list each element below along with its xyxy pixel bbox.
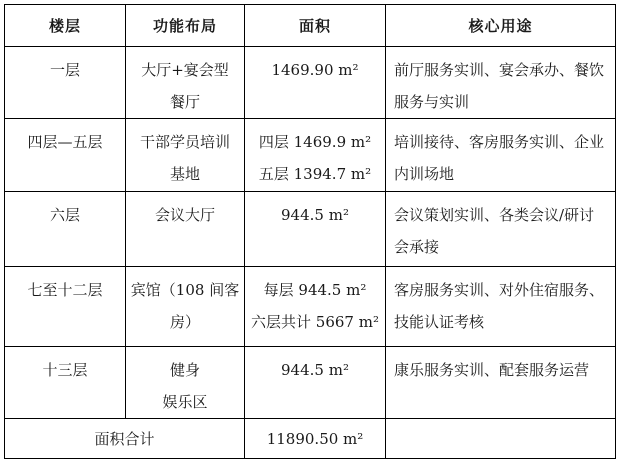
cell-layout [126,192,245,267]
cell-usage: 培训接待、客房服务实训、企业内训场地 [386,119,616,192]
area-line: 944.5 m² [281,361,349,379]
cell-floor: 一层 [5,47,126,119]
total-area-cell: 11890.50 m² [245,419,386,459]
layout-line: 餐厅 [169,93,200,111]
total-label-cell: 面积合计 [5,419,245,459]
table-row-floor-7-12 [5,267,616,347]
cell-usage: 康乐服务实训、配套服务运营 [386,347,616,419]
table-row-floor-13 [5,347,616,419]
header-cell-usage: 核心用途 [386,5,616,47]
cell-floor: 四层—五层 [5,119,126,192]
cell-layout [126,47,245,119]
area-line: 五层 1394.7 m² [258,165,372,183]
total-usage-cell [386,419,616,459]
area-line: 四层 1469.9 m² [258,133,372,151]
header-cell-area: 面积 [245,5,386,47]
cell-usage: 客房服务实训、对外住宿服务、技能认证考核 [386,267,616,347]
layout-line: 房） [169,313,200,331]
layout-line: 健身 [169,361,200,379]
cell-area [245,192,386,267]
header-cell-layout: 功能布局 [126,5,245,47]
cell-layout [126,267,245,347]
table-row-floor-4-5 [5,119,616,192]
cell-area [245,267,386,347]
layout-line: 宾馆（108 间客 [130,281,240,299]
cell-area [245,47,386,119]
layout-line: 干部学员培训 [139,133,230,151]
cell-usage: 前厅服务实训、宴会承办、餐饮服务与实训 [386,47,616,119]
layout-line: 基地 [169,165,200,183]
cell-layout [126,119,245,192]
table-row-floor-1 [5,47,616,119]
cell-floor: 七至十二层 [5,267,126,347]
cell-area [245,119,386,192]
cell-floor: 十三层 [5,347,126,419]
header-cell-floor: 楼层 [5,5,126,47]
layout-line: 大厅+宴会型 [141,61,229,79]
cell-area [245,347,386,419]
total-row [5,419,616,459]
header-row [5,5,616,47]
layout-line: 娱乐区 [162,393,208,411]
area-line: 944.5 m² [281,206,349,224]
cell-layout [126,347,245,419]
table-row-floor-6 [5,192,616,267]
area-line: 1469.90 m² [271,61,359,79]
area-line: 六层共计 5667 m² [251,313,379,331]
cell-floor: 六层 [5,192,126,267]
layout-line: 会议大厅 [154,206,215,224]
area-line: 每层 944.5 m² [263,281,367,299]
cell-usage: 会议策划实训、各类会议/研讨会承接 [386,192,616,267]
floor-function-table [4,4,616,459]
